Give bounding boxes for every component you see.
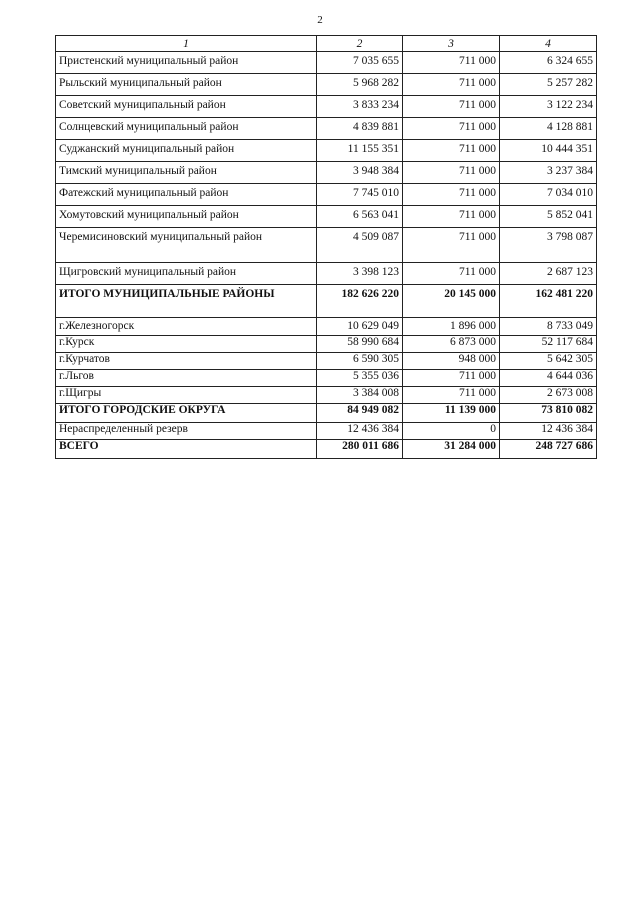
districts-total-row (56, 285, 597, 318)
page-number: 2 (317, 14, 323, 26)
column-header-3: 3 (403, 36, 500, 52)
cell-col2: 280 011 686 (317, 440, 403, 459)
cell-col3: 711 000 (403, 263, 500, 285)
district-name: Пристенский муниципальный район (56, 52, 317, 74)
district-name: Советский муниципальный район (56, 96, 317, 118)
city-name: г.Льгов (56, 370, 317, 387)
cell-col3: 711 000 (403, 74, 500, 96)
district-name: Суджанский муниципальный район (56, 140, 317, 162)
cell-col3: 711 000 (403, 387, 500, 404)
table-row-district (56, 96, 597, 118)
city-name: г.Щигры (56, 387, 317, 404)
table-row-district (56, 74, 597, 96)
cell-col4: 73 810 082 (500, 404, 597, 423)
cell-col2: 6 563 041 (317, 206, 403, 228)
city-name: г.Курск (56, 336, 317, 353)
city-name: г.Курчатов (56, 353, 317, 370)
cell-col2: 3 398 123 (317, 263, 403, 285)
cell-col4: 12 436 384 (500, 423, 597, 440)
table-row-district (56, 162, 597, 184)
cell-col4: 5 257 282 (500, 74, 597, 96)
cell-col3: 948 000 (403, 353, 500, 370)
district-name: Солнцевский муниципальный район (56, 118, 317, 140)
cell-col3: 711 000 (403, 206, 500, 228)
cell-col2: 5 968 282 (317, 74, 403, 96)
cities-total-row (56, 404, 597, 423)
cell-col2: 58 990 684 (317, 336, 403, 353)
table-row-city (56, 353, 597, 370)
cell-col4: 52 117 684 (500, 336, 597, 353)
cell-col2: 84 949 082 (317, 404, 403, 423)
table-row-district (56, 263, 597, 285)
cell-col2: 4 509 087 (317, 228, 403, 263)
district-name: Фатежский муниципальный район (56, 184, 317, 206)
table-row-district (56, 184, 597, 206)
cell-col3: 711 000 (403, 370, 500, 387)
cell-col4: 5 642 305 (500, 353, 597, 370)
cell-col2: 3 948 384 (317, 162, 403, 184)
grand-total-label: ВСЕГО (56, 440, 317, 459)
cell-col4: 2 687 123 (500, 263, 597, 285)
cell-col3: 11 139 000 (403, 404, 500, 423)
cell-col4: 3 798 087 (500, 228, 597, 263)
budget-table (55, 35, 597, 459)
table-row-district (56, 118, 597, 140)
cell-col4: 7 034 010 (500, 184, 597, 206)
cell-col4: 6 324 655 (500, 52, 597, 74)
table-row-city (56, 370, 597, 387)
cell-col3: 6 873 000 (403, 336, 500, 353)
cell-col3: 711 000 (403, 184, 500, 206)
cell-col2: 11 155 351 (317, 140, 403, 162)
table-row-city (56, 387, 597, 404)
cell-col2: 12 436 384 (317, 423, 403, 440)
cell-col4: 2 673 008 (500, 387, 597, 404)
cell-col4: 162 481 220 (500, 285, 597, 318)
cities-total-label: ИТОГО ГОРОДСКИЕ ОКРУГА (56, 404, 317, 423)
cell-col4: 3 122 234 (500, 96, 597, 118)
cell-col3: 20 145 000 (403, 285, 500, 318)
city-name: г.Железногорск (56, 318, 317, 336)
cell-col2: 10 629 049 (317, 318, 403, 336)
cell-col3: 711 000 (403, 162, 500, 184)
cell-col3: 31 284 000 (403, 440, 500, 459)
cell-col2: 6 590 305 (317, 353, 403, 370)
cell-col3: 711 000 (403, 52, 500, 74)
grand-total-row (56, 440, 597, 459)
column-header-4: 4 (500, 36, 597, 52)
table-row-city (56, 318, 597, 336)
cell-col4: 10 444 351 (500, 140, 597, 162)
column-header-2: 2 (317, 36, 403, 52)
reserve-label: Нераспределенный резерв (56, 423, 317, 440)
table-row-district (56, 206, 597, 228)
district-name: Щигровский муниципальный район (56, 263, 317, 285)
cell-col2: 5 355 036 (317, 370, 403, 387)
table-row-district (56, 140, 597, 162)
cell-col2: 3 833 234 (317, 96, 403, 118)
cell-col3: 711 000 (403, 118, 500, 140)
cell-col2: 7 035 655 (317, 52, 403, 74)
cell-col4: 3 237 384 (500, 162, 597, 184)
district-name: Рыльский муниципальный район (56, 74, 317, 96)
reserve-row (56, 423, 597, 440)
cell-col4: 5 852 041 (500, 206, 597, 228)
table-row-district (56, 228, 597, 263)
cell-col2: 3 384 008 (317, 387, 403, 404)
cell-col3: 0 (403, 423, 500, 440)
cell-col3: 1 896 000 (403, 318, 500, 336)
cell-col3: 711 000 (403, 228, 500, 263)
table-row-city (56, 336, 597, 353)
cell-col4: 4 128 881 (500, 118, 597, 140)
cell-col2: 7 745 010 (317, 184, 403, 206)
cell-col4: 4 644 036 (500, 370, 597, 387)
cell-col2: 182 626 220 (317, 285, 403, 318)
cell-col4: 248 727 686 (500, 440, 597, 459)
district-name: Хомутовский муниципальный район (56, 206, 317, 228)
table-row-district (56, 52, 597, 74)
cell-col3: 711 000 (403, 96, 500, 118)
district-name: Черемисиновский муниципальный район (56, 228, 317, 263)
column-header-1: 1 (56, 36, 317, 52)
cell-col3: 711 000 (403, 140, 500, 162)
district-name: Тимский муниципальный район (56, 162, 317, 184)
header-row (56, 36, 597, 52)
cell-col2: 4 839 881 (317, 118, 403, 140)
districts-total-label: ИТОГО МУНИЦИПАЛЬНЫЕ РАЙОНЫ (56, 285, 317, 318)
cell-col4: 8 733 049 (500, 318, 597, 336)
